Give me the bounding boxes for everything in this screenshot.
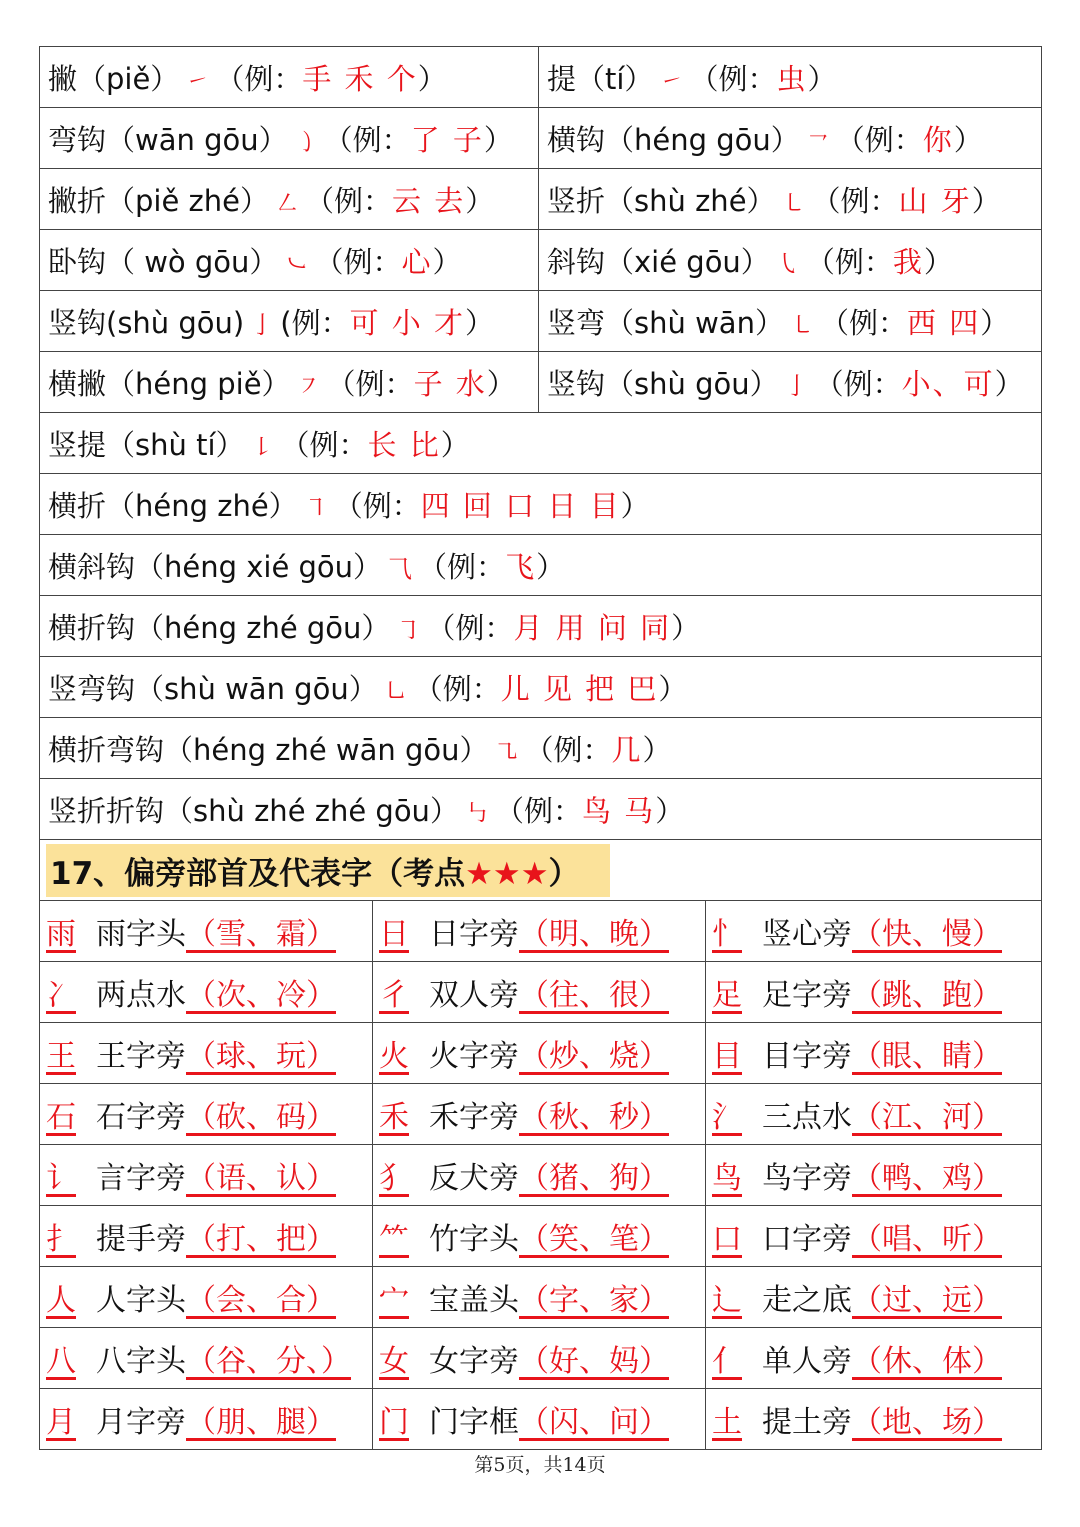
- example-chars: 飞: [505, 549, 537, 584]
- example-open: （例：: [418, 549, 506, 584]
- stroke-glyph: ㇁: [293, 127, 318, 156]
- radical-glyph: 彳: [379, 978, 409, 1013]
- example-close: ）: [953, 122, 983, 157]
- stroke-name: 竖弯钩（shù wān gōu）: [48, 671, 378, 706]
- radical-cell: [706, 1328, 1042, 1389]
- radical-examples: （江、河）: [852, 1100, 1002, 1135]
- radical-glyph: 忄: [712, 917, 742, 952]
- example-open: （例：: [814, 366, 902, 401]
- example-close: ）: [671, 610, 701, 645]
- stroke-glyph: ㇈: [494, 737, 519, 766]
- radical-examples: （朋、腿）: [186, 1405, 336, 1440]
- stroke-name: 撇折（piě zhé）: [48, 183, 269, 218]
- radical-examples: （打、把）: [186, 1222, 336, 1257]
- radical-glyph: 门: [379, 1405, 409, 1440]
- radical-examples: （闪、问）: [519, 1405, 669, 1440]
- radical-examples: （字、家）: [519, 1283, 669, 1318]
- example-open: （例：: [524, 732, 612, 767]
- radical-name: 三点水: [762, 1100, 852, 1135]
- radical-name: 两点水: [96, 978, 186, 1013]
- example-close: ）: [971, 183, 1001, 218]
- example-close: ）: [994, 366, 1024, 401]
- stroke-cell: [40, 474, 1042, 535]
- example-chars: 心: [401, 244, 433, 279]
- radical-name: 反犬旁: [429, 1161, 519, 1196]
- radical-cell: [40, 1023, 373, 1084]
- radical-glyph: 犭: [379, 1161, 409, 1196]
- example-close: ）: [980, 305, 1010, 340]
- example-open: （例：: [280, 427, 368, 462]
- radical-cell: [40, 1267, 373, 1328]
- radical-name: 石字旁: [96, 1100, 186, 1135]
- radical-glyph: 宀: [379, 1283, 409, 1318]
- example-close: ）: [465, 183, 495, 218]
- radical-glyph: 氵: [712, 1100, 742, 1135]
- stroke-glyph: ㇜: [274, 188, 299, 217]
- stroke-row: [40, 230, 1042, 291]
- radical-name: 提手旁: [96, 1222, 186, 1257]
- stroke-cell-left: [40, 352, 539, 413]
- stroke-name: 横折（héng zhé）: [48, 488, 298, 523]
- example-open: （例：: [326, 366, 414, 401]
- radical-cell: [373, 1328, 706, 1389]
- radical-name: 火字旁: [429, 1039, 519, 1074]
- radical-glyph: 目: [712, 1039, 742, 1074]
- stroke-name: 竖弯（shù wān）: [547, 305, 784, 340]
- stroke-cell-left: [40, 230, 539, 291]
- radical-cell: [40, 1145, 373, 1206]
- radical-name: 人字头: [96, 1283, 186, 1318]
- example-open: （例：: [333, 488, 421, 523]
- radical-examples: （砍、码）: [186, 1100, 336, 1135]
- radical-examples: （次、冷）: [186, 978, 336, 1013]
- stroke-cell-right: [539, 291, 1042, 352]
- stroke-name: 横撇（héng piě）: [48, 366, 291, 401]
- stroke-cell: [40, 657, 1042, 718]
- radical-glyph: 女: [379, 1344, 409, 1379]
- radical-glyph: 鸟: [712, 1161, 742, 1196]
- strokes-table: [39, 46, 1042, 840]
- radical-cell: [706, 1267, 1042, 1328]
- radical-name: 目字旁: [762, 1039, 852, 1074]
- example-chars: 几: [611, 732, 643, 767]
- stroke-row-full: [40, 596, 1042, 657]
- radical-examples: （语、认）: [186, 1161, 336, 1196]
- stroke-glyph: ⺄: [388, 554, 413, 583]
- example-open: （例：: [314, 244, 402, 279]
- radical-row: [40, 1267, 1042, 1328]
- stroke-name: 竖折（shù zhé）: [547, 183, 776, 218]
- radical-examples: （明、晚）: [519, 917, 669, 952]
- stroke-cell-left: [40, 169, 539, 230]
- radical-cell: [373, 1145, 706, 1206]
- radical-cell: [706, 1084, 1042, 1145]
- radical-glyph: 石: [46, 1100, 76, 1135]
- radical-name: 竹字头: [429, 1222, 519, 1257]
- stroke-glyph: ㇉: [464, 798, 489, 827]
- stroke-row: [40, 108, 1042, 169]
- stroke-glyph: ㇂: [775, 249, 800, 278]
- radical-cell: [40, 1084, 373, 1145]
- radical-glyph: 月: [46, 1405, 76, 1440]
- radical-name: 双人旁: [429, 978, 519, 1013]
- radical-glyph: ⺮: [379, 1222, 409, 1257]
- radical-examples: （炒、烧）: [519, 1039, 669, 1074]
- radical-name: 言字旁: [96, 1161, 186, 1196]
- stroke-row-full: [40, 474, 1042, 535]
- radical-name: 竖心旁: [762, 917, 852, 952]
- radical-examples: （秋、秒）: [519, 1100, 669, 1135]
- example-chars: 可 小 才: [349, 305, 466, 340]
- example-close: ）: [483, 122, 513, 157]
- radical-row: [40, 962, 1042, 1023]
- radical-glyph: 日: [379, 917, 409, 952]
- radical-name: 宝盖头: [429, 1283, 519, 1318]
- radical-cell: [706, 1389, 1042, 1450]
- stroke-name: 斜钩（xié gōu）: [547, 244, 770, 279]
- radical-examples: （谷、分、）: [186, 1344, 351, 1379]
- stroke-row-full: [40, 535, 1042, 596]
- stroke-cell: [40, 779, 1042, 840]
- example-close: ）: [417, 61, 447, 96]
- stroke-cell-right: [539, 230, 1042, 291]
- example-chars: 我: [892, 244, 924, 279]
- radical-row: [40, 1023, 1042, 1084]
- radical-cell: [373, 962, 706, 1023]
- radical-cell: [706, 1206, 1042, 1267]
- stroke-cell-right: [539, 108, 1042, 169]
- stroke-glyph: 亅: [250, 310, 275, 339]
- page-footer: 第5页，共14页: [474, 1454, 606, 1476]
- radical-cell: [706, 962, 1042, 1023]
- radical-name: 提土旁: [762, 1405, 852, 1440]
- stroke-name: 弯钩（wān gōu）: [48, 122, 288, 157]
- stroke-name: 横折钩（héng zhé gōu）: [48, 610, 391, 645]
- stroke-row-full: [40, 413, 1042, 474]
- radical-name: 鸟字旁: [762, 1161, 852, 1196]
- example-open: （例：: [805, 244, 893, 279]
- example-chars: 西 四: [906, 305, 981, 340]
- radical-examples: （雪、霜）: [186, 917, 336, 952]
- example-chars: 月 用 问 同: [513, 610, 672, 645]
- radical-cell: [373, 1389, 706, 1450]
- stroke-glyph: ㇕: [303, 493, 328, 522]
- example-close: ）: [440, 427, 470, 462]
- stroke-name: 撇（piě）: [48, 61, 180, 96]
- stars: ★★★: [465, 855, 549, 892]
- radical-cell: [373, 1084, 706, 1145]
- radical-examples: （球、玩）: [186, 1039, 336, 1074]
- radical-glyph: 人: [46, 1283, 76, 1318]
- radical-row: [40, 901, 1042, 962]
- stroke-row: [40, 291, 1042, 352]
- example-open: （例：: [323, 122, 411, 157]
- stroke-name: 提（tí）: [547, 61, 654, 96]
- example-close: ）: [486, 366, 516, 401]
- stroke-name: 横折弯钩（héng zhé wān gōu）: [48, 732, 489, 767]
- stroke-row-full: [40, 718, 1042, 779]
- stroke-row: [40, 169, 1042, 230]
- radical-examples: （好、妈）: [519, 1344, 669, 1379]
- radical-glyph: 口: [712, 1222, 742, 1257]
- stroke-glyph: ㇃: [284, 249, 309, 278]
- radical-glyph: 足: [712, 978, 742, 1013]
- stroke-cell-left: [40, 47, 539, 108]
- stroke-glyph: ㇇: [296, 371, 321, 400]
- example-close: ）: [658, 671, 688, 706]
- stroke-row-full: [40, 657, 1042, 718]
- radical-row: [40, 1328, 1042, 1389]
- stroke-glyph: 亅: [784, 371, 809, 400]
- stroke-cell: [40, 535, 1042, 596]
- example-open: （例：: [819, 305, 907, 340]
- radical-glyph: 冫: [46, 978, 76, 1013]
- stroke-glyph: ㇄: [781, 188, 806, 217]
- example-close: ）: [655, 793, 685, 828]
- example-chars: 手 禾 个: [302, 61, 418, 96]
- example-open: （例：: [413, 671, 501, 706]
- example-chars: 儿 见 把 巴: [500, 671, 659, 706]
- radicals-table: [39, 840, 1042, 1450]
- stroke-name: 竖折折钩（shù zhé zhé gōu）: [48, 793, 459, 828]
- example-close: ）: [465, 305, 495, 340]
- radical-examples: （眼、睛）: [852, 1039, 1002, 1074]
- stroke-cell: [40, 718, 1042, 779]
- radical-name: 单人旁: [762, 1344, 852, 1379]
- radical-examples: （会、合）: [186, 1283, 336, 1318]
- stroke-row: [40, 47, 1042, 108]
- radical-cell: [40, 1206, 373, 1267]
- radical-examples: （笑、笔）: [519, 1222, 669, 1257]
- example-open: （例：: [215, 61, 303, 96]
- stroke-row-full: [40, 779, 1042, 840]
- radical-glyph: 土: [712, 1405, 742, 1440]
- example-chars: 你: [922, 122, 954, 157]
- stroke-cell-left: [40, 108, 539, 169]
- radical-row: [40, 1145, 1042, 1206]
- radical-examples: （唱、听）: [852, 1222, 1002, 1257]
- example-close: ）: [620, 488, 650, 523]
- example-chars: 了 子: [410, 122, 484, 157]
- example-chars: 子 水: [413, 366, 487, 401]
- stroke-glyph: ㇄: [789, 310, 814, 339]
- example-open: （例：: [426, 610, 514, 645]
- radical-name: 禾字旁: [429, 1100, 519, 1135]
- radical-examples: （往、很）: [519, 978, 669, 1013]
- radical-cell: [373, 901, 706, 962]
- example-open: （例：: [811, 183, 899, 218]
- radical-name: 月字旁: [96, 1405, 186, 1440]
- stroke-name: 竖提（shù tí）: [48, 427, 245, 462]
- radical-cell: [40, 1328, 373, 1389]
- example-close: ）: [807, 61, 837, 96]
- radical-cell: [706, 1145, 1042, 1206]
- example-chars: 小、可: [901, 366, 995, 401]
- stroke-name: 卧钩（ wò gōu）: [48, 244, 279, 279]
- stroke-glyph: ㇖: [805, 127, 830, 156]
- radical-examples: （鸭、鸡）: [852, 1161, 1002, 1196]
- example-chars: 云 去: [392, 183, 466, 218]
- radical-name: 日字旁: [429, 917, 519, 952]
- section-title: 17、偏旁部首及代表字（考点★★★）: [46, 844, 610, 897]
- example-close: ）: [923, 244, 953, 279]
- radical-row: [40, 1206, 1042, 1267]
- radical-examples: （休、体）: [852, 1344, 1002, 1379]
- stroke-cell: [40, 596, 1042, 657]
- radical-name: 口字旁: [762, 1222, 852, 1257]
- radical-glyph: 扌: [46, 1222, 76, 1257]
- radical-examples: （跳、跑）: [852, 978, 1002, 1013]
- radical-examples: （地、场）: [852, 1405, 1002, 1440]
- radical-cell: [40, 901, 373, 962]
- radical-glyph: 禾: [379, 1100, 409, 1135]
- radical-name: 足字旁: [762, 978, 852, 1013]
- radical-glyph: 亻: [712, 1344, 742, 1379]
- example-chars: 虫: [776, 61, 808, 96]
- radical-row: [40, 1389, 1042, 1450]
- radical-examples: （快、慢）: [852, 917, 1002, 952]
- example-open: （例：: [689, 61, 777, 96]
- radical-glyph: 八: [46, 1344, 76, 1379]
- stroke-glyph: ㇆: [396, 615, 421, 644]
- radical-glyph: 火: [379, 1039, 409, 1074]
- stroke-row: [40, 352, 1042, 413]
- stroke-glyph: ㇟: [383, 676, 408, 705]
- radical-cell: [373, 1267, 706, 1328]
- radical-name: 八字头: [96, 1344, 186, 1379]
- radical-name: 门字框: [429, 1405, 519, 1440]
- stroke-glyph: ㇀: [185, 66, 210, 95]
- radical-name: 女字旁: [429, 1344, 519, 1379]
- stroke-cell-right: [539, 47, 1042, 108]
- example-open: （例：: [835, 122, 923, 157]
- radical-cell: [706, 1023, 1042, 1084]
- example-close: ）: [536, 549, 566, 584]
- stroke-name: 横斜钩（héng xié gōu）: [48, 549, 383, 584]
- stroke-cell-right: [539, 169, 1042, 230]
- stroke-name: 竖钩(shù gōu): [48, 305, 245, 340]
- worksheet: [39, 46, 1041, 1450]
- radical-examples: （过、远）: [852, 1283, 1002, 1318]
- example-chars: 山 牙: [898, 183, 972, 218]
- stroke-cell-left: [40, 291, 539, 352]
- example-open: （例：: [304, 183, 392, 218]
- radical-row: [40, 1084, 1042, 1145]
- radical-name: 雨字头: [96, 917, 186, 952]
- radical-name: 王字旁: [96, 1039, 186, 1074]
- radical-cell: [373, 1206, 706, 1267]
- stroke-cell: [40, 413, 1042, 474]
- radical-examples: （猪、狗）: [519, 1161, 669, 1196]
- example-open: (例：: [280, 305, 350, 340]
- radical-cell: [373, 1023, 706, 1084]
- stroke-glyph: ㇙: [250, 432, 275, 461]
- radical-cell: [706, 901, 1042, 962]
- example-close: ）: [642, 732, 672, 767]
- example-open: （例：: [494, 793, 582, 828]
- radical-glyph: 雨: [46, 917, 76, 952]
- radical-name: 走之底: [762, 1283, 852, 1318]
- stroke-name: 横钩（héng gōu）: [547, 122, 800, 157]
- stroke-name: 竖钩（shù gōu）: [547, 366, 779, 401]
- radical-cell: [40, 1389, 373, 1450]
- section-header-row: [40, 840, 1042, 901]
- radical-glyph: 辶: [712, 1283, 742, 1318]
- stroke-glyph: ㇀: [659, 66, 684, 95]
- radical-glyph: 讠: [46, 1161, 76, 1196]
- example-chars: 鸟 马: [581, 793, 656, 828]
- radical-glyph: 王: [46, 1039, 76, 1074]
- stroke-cell-right: [539, 352, 1042, 413]
- example-close: ）: [432, 244, 462, 279]
- radical-cell: [40, 962, 373, 1023]
- example-chars: 长 比: [367, 427, 441, 462]
- example-chars: 四 回 口 日 目: [420, 488, 621, 523]
